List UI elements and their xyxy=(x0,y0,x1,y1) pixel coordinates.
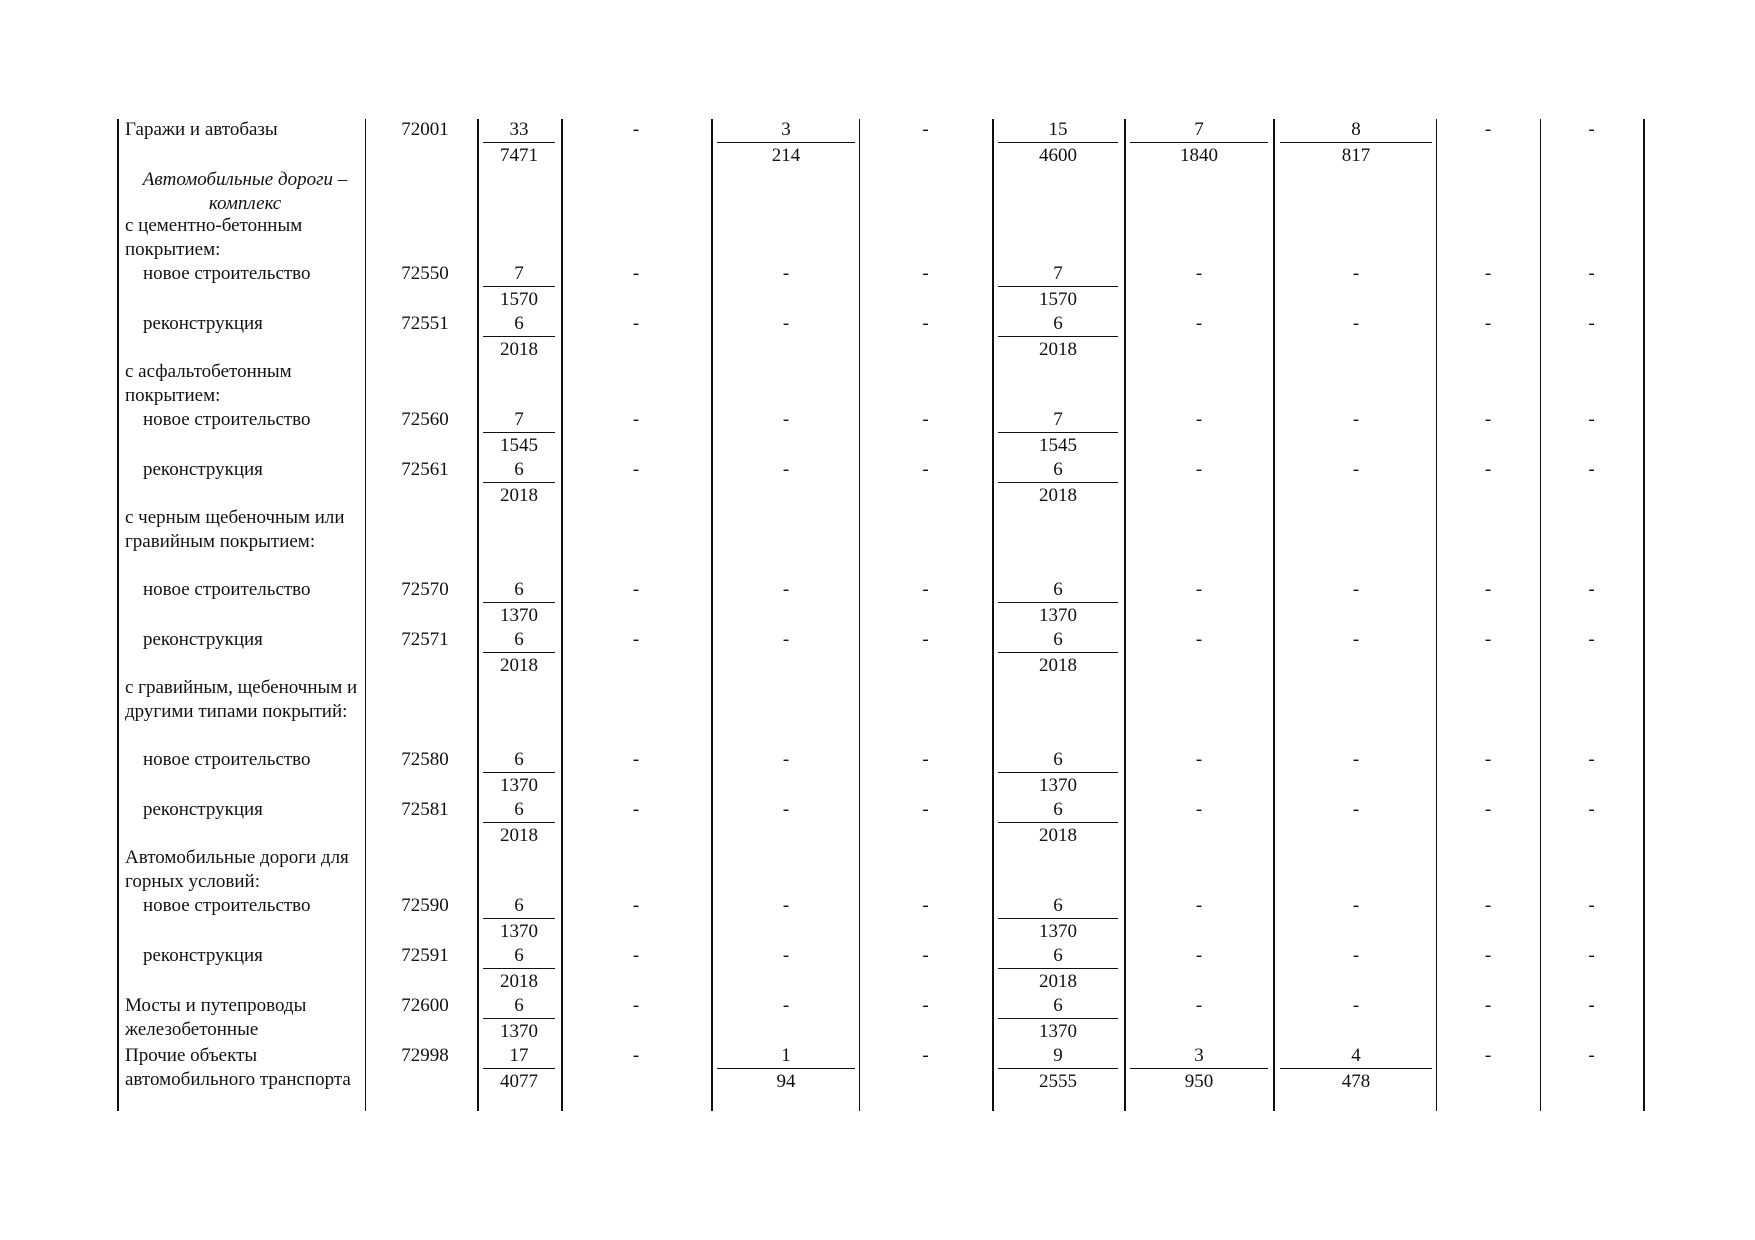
cell-denominator: 1370 xyxy=(483,918,555,944)
table-cell: - xyxy=(1195,579,1203,600)
row-code: 72561 xyxy=(401,459,449,480)
table-cell: - xyxy=(922,579,929,600)
cell-denominator: 1570 xyxy=(998,286,1118,312)
row-code: 72550 xyxy=(401,263,449,284)
table-cell: - xyxy=(1484,579,1492,600)
table-cell: - xyxy=(632,409,640,430)
table-cell xyxy=(998,262,1118,312)
table-cell xyxy=(717,1044,855,1094)
table-cell: - xyxy=(1484,1045,1492,1066)
cell-numerator: 6 xyxy=(1053,313,1063,334)
cell-denominator: 4077 xyxy=(483,1068,555,1094)
table-cell: - xyxy=(1484,749,1492,770)
row-label: Автомобильные дороги – комплекс xyxy=(142,169,348,214)
cell-numerator: 8 xyxy=(1351,119,1361,140)
table-cell: - xyxy=(1484,895,1492,916)
table-cell xyxy=(1130,1044,1268,1094)
cell-denominator: 2018 xyxy=(998,652,1118,678)
cell-numerator: 3 xyxy=(781,119,791,140)
cell-denominator: 2018 xyxy=(998,336,1118,362)
table-cell: - xyxy=(782,409,790,430)
table-cell: - xyxy=(1484,995,1492,1016)
table-cell: - xyxy=(922,749,929,770)
table-cell xyxy=(483,748,555,798)
table-cell: - xyxy=(1352,995,1360,1016)
row-label: новое строительство xyxy=(143,895,311,916)
table-cell: - xyxy=(922,799,929,820)
cell-numerator: 6 xyxy=(514,799,524,820)
table-cell: - xyxy=(922,995,929,1016)
cell-numerator: 6 xyxy=(514,995,524,1016)
table-cell xyxy=(998,312,1118,362)
table-cell: - xyxy=(922,263,929,284)
table-cell: - xyxy=(632,579,640,600)
table-cell: - xyxy=(1484,629,1492,650)
table-cell: - xyxy=(922,1045,929,1066)
table-cell: - xyxy=(632,459,640,480)
cell-numerator: 6 xyxy=(1053,945,1063,966)
table-cell: - xyxy=(1484,799,1492,820)
cell-denominator: 1370 xyxy=(998,602,1118,628)
column-rule xyxy=(117,119,119,1111)
row-label: новое строительство xyxy=(143,409,311,430)
cell-denominator: 1370 xyxy=(483,602,555,628)
table-cell: - xyxy=(922,409,929,430)
table-cell: - xyxy=(1588,629,1595,650)
table-cell: - xyxy=(1352,313,1360,334)
row-label: реконструкция xyxy=(143,313,263,334)
table-cell: - xyxy=(922,945,929,966)
row-label: Гаражи и автобазы xyxy=(125,119,278,140)
row-code: 72580 xyxy=(401,749,449,770)
cell-numerator: 7 xyxy=(514,263,524,284)
table-cell xyxy=(998,994,1118,1044)
cell-denominator: 2018 xyxy=(998,968,1118,994)
cell-denominator: 950 xyxy=(1130,1068,1268,1094)
cell-numerator: 15 xyxy=(1048,119,1068,140)
cell-numerator: 6 xyxy=(1053,749,1063,770)
table-cell: - xyxy=(1588,1045,1595,1066)
cell-denominator: 2018 xyxy=(998,822,1118,848)
table-cell xyxy=(998,578,1118,628)
cell-numerator: 6 xyxy=(1053,895,1063,916)
table-cell xyxy=(483,312,555,362)
table-cell xyxy=(483,1044,555,1094)
row-label: реконструкция xyxy=(143,799,263,820)
table-cell: - xyxy=(1484,263,1492,284)
table-cell xyxy=(483,944,555,994)
row-label: реконструкция xyxy=(143,945,263,966)
table-cell xyxy=(483,628,555,678)
row-label: новое строительство xyxy=(143,749,311,770)
table-cell: - xyxy=(632,945,640,966)
table-cell: - xyxy=(782,263,790,284)
table-cell xyxy=(483,118,555,168)
table-cell: - xyxy=(632,995,640,1016)
cell-numerator: 9 xyxy=(1053,1045,1063,1066)
cell-numerator: 6 xyxy=(1053,459,1063,480)
cell-numerator: 6 xyxy=(1053,579,1063,600)
table-cell xyxy=(483,458,555,508)
cell-denominator: 1370 xyxy=(483,1018,555,1044)
table-cell: - xyxy=(782,895,790,916)
table-cell: - xyxy=(1588,995,1595,1016)
table-cell: - xyxy=(632,1045,640,1066)
table-cell xyxy=(1130,118,1268,168)
cell-denominator: 2018 xyxy=(483,822,555,848)
table-cell xyxy=(998,798,1118,848)
table-cell xyxy=(998,458,1118,508)
cell-numerator: 7 xyxy=(514,409,524,430)
table-cell: - xyxy=(1484,945,1492,966)
table-cell xyxy=(998,628,1118,678)
table-cell: - xyxy=(922,629,929,650)
cell-denominator: 1370 xyxy=(998,1018,1118,1044)
row-code: 72581 xyxy=(401,799,449,820)
table-cell: - xyxy=(1195,313,1203,334)
table-cell: - xyxy=(782,995,790,1016)
table-cell: - xyxy=(632,629,640,650)
row-label: с асфальтобетонным покрытием: xyxy=(125,361,292,406)
table-cell xyxy=(998,1044,1118,1094)
cell-numerator: 6 xyxy=(514,895,524,916)
table-cell: - xyxy=(1588,263,1595,284)
column-rule xyxy=(477,119,479,1111)
row-code: 72551 xyxy=(401,313,449,334)
cell-numerator: 1 xyxy=(781,1045,791,1066)
cell-numerator: 6 xyxy=(1053,799,1063,820)
cell-denominator: 4600 xyxy=(998,142,1118,168)
row-label: с черным щебеночным или гравийным покрытием: xyxy=(125,507,345,552)
table-cell xyxy=(1280,118,1432,168)
cell-denominator: 478 xyxy=(1280,1068,1432,1094)
cell-numerator: 6 xyxy=(514,945,524,966)
cell-denominator: 1370 xyxy=(998,918,1118,944)
table-cell: - xyxy=(1588,799,1595,820)
cell-numerator: 6 xyxy=(514,313,524,334)
table-cell: - xyxy=(1195,263,1203,284)
table-cell: - xyxy=(1352,409,1360,430)
table-cell xyxy=(998,894,1118,944)
table-cell: - xyxy=(922,313,929,334)
table-cell: - xyxy=(1352,629,1360,650)
row-code: 72590 xyxy=(401,895,449,916)
column-rule xyxy=(992,119,994,1111)
table-cell: - xyxy=(1195,629,1203,650)
table-cell: - xyxy=(1588,579,1595,600)
cell-denominator: 2555 xyxy=(998,1068,1118,1094)
cell-denominator: 1570 xyxy=(483,286,555,312)
table-cell: - xyxy=(632,749,640,770)
row-label: Автомобильные дороги для горных условий: xyxy=(125,847,349,892)
cell-denominator: 1840 xyxy=(1130,142,1268,168)
cell-numerator: 33 xyxy=(509,119,529,140)
table-cell: - xyxy=(1352,749,1360,770)
row-label: новое строительство xyxy=(143,263,311,284)
table-cell: - xyxy=(1195,945,1203,966)
cell-numerator: 6 xyxy=(514,459,524,480)
table-cell: - xyxy=(632,895,640,916)
cell-numerator: 6 xyxy=(1053,629,1063,650)
table-cell: - xyxy=(782,459,790,480)
table-cell: - xyxy=(632,263,640,284)
cell-denominator: 94 xyxy=(717,1068,855,1094)
table-cell: - xyxy=(1352,945,1360,966)
row-label: с цементно-бетонным покрытием: xyxy=(125,215,303,260)
column-rule xyxy=(365,119,366,1111)
cell-denominator: 817 xyxy=(1280,142,1432,168)
table-cell: - xyxy=(1588,749,1595,770)
row-label: новое строительство xyxy=(143,579,311,600)
table-cell: - xyxy=(1484,409,1492,430)
row-code: 72600 xyxy=(401,995,449,1016)
table-cell xyxy=(483,408,555,458)
table-cell: - xyxy=(782,579,790,600)
table-cell: - xyxy=(632,799,640,820)
table-cell: - xyxy=(922,459,929,480)
table-cell: - xyxy=(1588,313,1595,334)
cell-numerator: 6 xyxy=(514,749,524,770)
table-cell xyxy=(483,578,555,628)
table-cell xyxy=(1280,1044,1432,1094)
table-cell: - xyxy=(1588,459,1595,480)
table-cell xyxy=(717,118,855,168)
table-cell: - xyxy=(1588,895,1595,916)
table-cell: - xyxy=(782,749,790,770)
table-cell xyxy=(998,944,1118,994)
cell-numerator: 7 xyxy=(1194,119,1204,140)
table-cell: - xyxy=(1195,995,1203,1016)
table-cell: - xyxy=(1195,799,1203,820)
cell-numerator: 3 xyxy=(1194,1045,1204,1066)
cell-numerator: 17 xyxy=(509,1045,529,1066)
table-cell: - xyxy=(1352,895,1360,916)
table-cell xyxy=(998,748,1118,798)
table-cell xyxy=(998,118,1118,168)
column-rule xyxy=(1273,119,1275,1111)
cell-denominator: 1545 xyxy=(998,432,1118,458)
column-rule xyxy=(711,119,713,1111)
table-cell: - xyxy=(922,119,929,140)
cell-numerator: 7 xyxy=(1053,409,1063,430)
cell-denominator: 2018 xyxy=(483,336,555,362)
table-cell: - xyxy=(1195,895,1203,916)
row-code: 72571 xyxy=(401,629,449,650)
table-cell: - xyxy=(1195,409,1203,430)
table-cell xyxy=(998,408,1118,458)
table-cell: - xyxy=(1352,459,1360,480)
table-cell: - xyxy=(632,313,640,334)
cell-denominator: 2018 xyxy=(483,968,555,994)
row-label: Мосты и путепроводы железобетонные xyxy=(125,995,307,1040)
table-cell: - xyxy=(1484,459,1492,480)
table-cell xyxy=(483,798,555,848)
table-cell: - xyxy=(1588,409,1595,430)
table-cell: - xyxy=(1352,799,1360,820)
table-cell: - xyxy=(782,313,790,334)
row-label: с гравийным, щебеночным и другими типами покрытий: xyxy=(125,677,358,722)
table-cell: - xyxy=(1484,313,1492,334)
cell-numerator: 6 xyxy=(1053,995,1063,1016)
cell-denominator: 1370 xyxy=(998,772,1118,798)
cell-denominator: 2018 xyxy=(483,482,555,508)
cell-denominator: 214 xyxy=(717,142,855,168)
cell-denominator: 2018 xyxy=(483,652,555,678)
cell-denominator: 1545 xyxy=(483,432,555,458)
row-code: 72570 xyxy=(401,579,449,600)
column-rule xyxy=(1643,119,1645,1111)
table-cell xyxy=(483,894,555,944)
cell-denominator: 1370 xyxy=(483,772,555,798)
column-rule xyxy=(1124,119,1126,1111)
table-cell: - xyxy=(782,799,790,820)
cell-denominator: 2018 xyxy=(998,482,1118,508)
row-code: 72998 xyxy=(401,1045,449,1066)
row-label: реконструкция xyxy=(143,459,263,480)
table-cell: - xyxy=(1352,579,1360,600)
table-cell xyxy=(483,994,555,1044)
table-cell: - xyxy=(1588,119,1595,140)
cell-numerator: 7 xyxy=(1053,263,1063,284)
table-cell: - xyxy=(782,629,790,650)
cell-numerator: 4 xyxy=(1351,1045,1361,1066)
row-code: 72591 xyxy=(401,945,449,966)
row-label: реконструкция xyxy=(143,629,263,650)
table-cell xyxy=(483,262,555,312)
row-code: 72560 xyxy=(401,409,449,430)
table-cell: - xyxy=(1484,119,1492,140)
row-code: 72001 xyxy=(401,119,449,140)
table-cell: - xyxy=(782,945,790,966)
table-cell: - xyxy=(1352,263,1360,284)
table-cell: - xyxy=(1195,459,1203,480)
cell-numerator: 6 xyxy=(514,629,524,650)
table-cell: - xyxy=(1588,945,1595,966)
cell-denominator: 7471 xyxy=(483,142,555,168)
cell-numerator: 6 xyxy=(514,579,524,600)
table-cell: - xyxy=(1195,749,1203,770)
row-label: Прочие объекты автомобильного транспорта xyxy=(125,1045,351,1090)
table-cell: - xyxy=(922,895,929,916)
table-cell: - xyxy=(632,119,640,140)
